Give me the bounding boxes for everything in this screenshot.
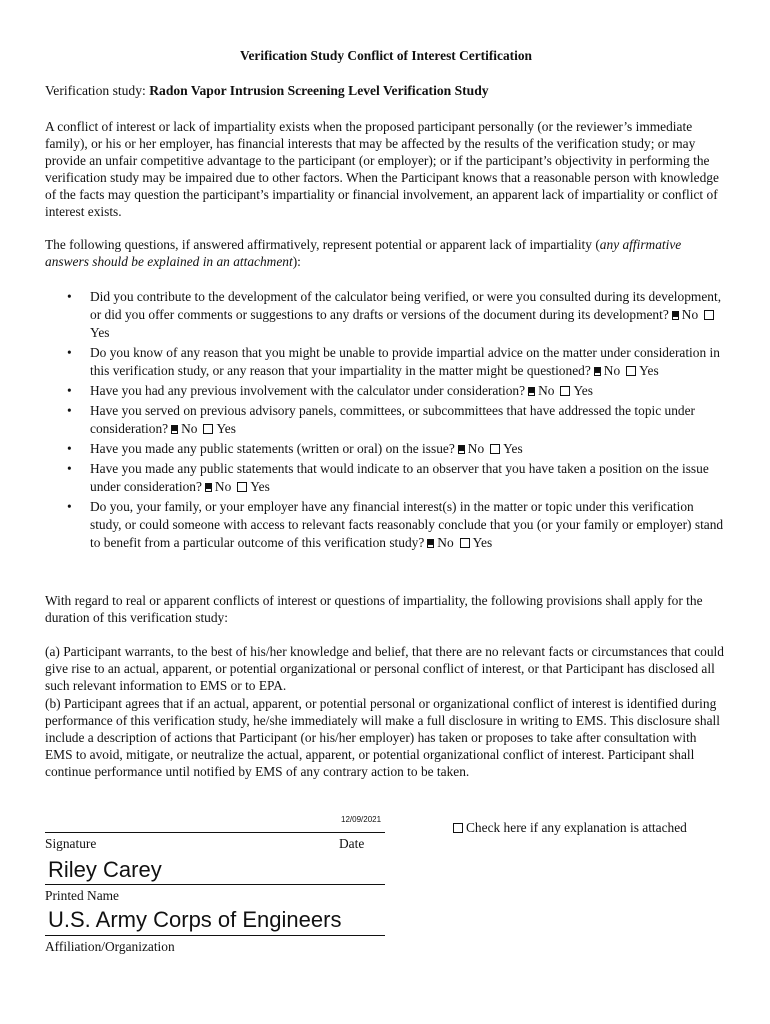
- yes-label: Yes: [250, 479, 270, 494]
- no-label: No: [214, 479, 232, 494]
- question-item: [45, 288, 727, 342]
- bullet-icon: •: [67, 441, 72, 456]
- empty-checkbox-icon[interactable]: [203, 424, 213, 434]
- explanation-attached-checkbox[interactable]: [453, 819, 687, 836]
- intro-paragraph: A conflict of interest or lack of impartiality exists when the proposed participant personally (or the reviewer’s immediate family), or his or her employer, has financial interests that may be affected by the results of the verification study; or may provide an unfair competitive advantage to the participant (or employer); or if the participant’s objectivity in performing the verification study may be impaired due to other factors. When the Participant knows that a reasonable person with knowledge of the facts may question the participant’s impartiality or financial involvement, an apparent lack of impartiality or conflict of interest exists.: [45, 119, 719, 219]
- question-item: [45, 382, 727, 400]
- empty-checkbox-icon[interactable]: [626, 366, 636, 376]
- affiliation-value: U.S. Army Corps of Engineers: [48, 907, 342, 932]
- following-end: ):: [292, 254, 301, 269]
- yes-label: Yes: [216, 421, 236, 436]
- empty-checkbox-icon[interactable]: [237, 482, 247, 492]
- study-name: Radon Vapor Intrusion Screening Level Verification Study: [149, 83, 489, 98]
- bullet-icon: •: [67, 499, 72, 514]
- no-label: No: [681, 307, 699, 322]
- provisions-paragraph: With regard to real or apparent conflicts of interest or questions of impartiality, the following provisions shall apply for the duration of this verification study:: [45, 593, 703, 625]
- checked-box-icon[interactable]: [171, 425, 178, 434]
- affiliation-line: [45, 935, 385, 936]
- date-value: 12/09/2021: [341, 815, 382, 824]
- no-label: No: [603, 363, 621, 378]
- bullet-icon: •: [67, 383, 72, 398]
- yes-label: Yes: [639, 363, 659, 378]
- yes-label: Yes: [503, 441, 523, 456]
- signature-line: [45, 832, 385, 833]
- empty-checkbox-icon[interactable]: [460, 538, 470, 548]
- date-label: Date: [339, 836, 365, 851]
- checked-box-icon[interactable]: [427, 539, 434, 548]
- empty-checkbox-icon[interactable]: [704, 310, 714, 320]
- study-label: Verification study:: [45, 83, 150, 98]
- empty-checkbox-icon[interactable]: [453, 823, 463, 833]
- no-label: No: [437, 535, 454, 550]
- question-text: Do you know of any reason that you might be unable to provide impartial advice on the matter under consideration in this verification study, or any reason that your impartiality in the matter might be questioned?: [90, 345, 720, 378]
- bullet-icon: •: [67, 289, 72, 304]
- yes-label: Yes: [472, 535, 493, 550]
- empty-checkbox-icon[interactable]: [560, 386, 570, 396]
- empty-checkbox-icon[interactable]: [490, 444, 500, 454]
- check-here-label: Check here if any explanation is attached: [466, 820, 687, 835]
- question-text: Do you, your family, or your employer have any financial interest(s) in the matter or topic under this verification study, or could someone with access to relevant facts reasonably conclude that you (or your family or employer) stand to benefit from a particular outcome of this verification study?: [90, 499, 724, 550]
- no-label: No: [538, 383, 555, 398]
- study-line: [45, 82, 489, 99]
- question-item: [45, 344, 727, 380]
- question-item: [45, 402, 727, 438]
- clause-b: (b) Participant agrees that if an actual, apparent, or potential personal or organizational conflict of interest is identified during performance of this verification study, he/she immediately will make a full disclosure in writing to EMS. This disclosure shall include a description of actions that Participant (or his/her employer) has taken or proposes to take after consultation with EMS to avoid, mitigate, or neutralize the actual, apparent, or potential organizational conflict of interest. Participant shall continue performance until notified by EMS of any contrary action to be taken.: [45, 696, 720, 779]
- questions-list: [45, 288, 727, 554]
- following-italic: any affirmative answers should be explained in an attachment: [45, 237, 682, 269]
- printed-name-line: [45, 884, 385, 885]
- yes-label: Yes: [573, 383, 593, 398]
- document-title: Verification Study Conflict of Interest Certification: [240, 48, 532, 63]
- question-text: Have you made any public statements that would indicate to an observer that you have taken a position on the issue under consideration?: [90, 461, 709, 494]
- checked-box-icon[interactable]: [528, 387, 535, 396]
- question-text: Have you served on previous advisory panels, committees, or subcommittees that have addressed the topic under consideration?: [90, 403, 696, 436]
- following-paragraph: [45, 236, 727, 270]
- question-text: Have you had any previous involvement with the calculator under consideration?: [90, 383, 526, 398]
- checked-box-icon[interactable]: [594, 367, 601, 376]
- following-text: The following questions, if answered affirmatively, represent potential or apparent lack of impartiality (: [45, 237, 600, 252]
- checked-box-icon[interactable]: [672, 311, 679, 320]
- question-item: [45, 498, 727, 552]
- question-item: [45, 440, 727, 458]
- bullet-icon: •: [67, 461, 72, 476]
- checked-box-icon[interactable]: [205, 483, 212, 492]
- affiliation-label: Affiliation/Organization: [45, 939, 175, 954]
- question-item: [45, 460, 727, 496]
- signature-label: Signature: [45, 836, 97, 851]
- checked-box-icon[interactable]: [458, 445, 465, 454]
- printed-name-value: Riley Carey: [48, 857, 162, 882]
- no-label: No: [181, 421, 198, 436]
- printed-name-label: Printed Name: [45, 888, 120, 903]
- no-label: No: [467, 441, 485, 456]
- yes-label: Yes: [90, 325, 110, 340]
- clause-a: (a) Participant warrants, to the best of his/her knowledge and belief, that there are no relevant facts or circumstances that could give rise to an actual, apparent, or potential organizational or personal conflict of interest, or that Participant has disclosed all such relevant information to EMS or to EPA.: [45, 644, 724, 693]
- question-text: Have you made any public statements (written or oral) on the issue?: [90, 441, 455, 456]
- question-text: Did you contribute to the development of the calculator being verified, or were you consulted during its development, or did you offer comments or suggestions to any drafts or versions of the document during its development?: [90, 289, 722, 322]
- bullet-icon: •: [67, 345, 72, 360]
- bullet-icon: •: [67, 403, 72, 418]
